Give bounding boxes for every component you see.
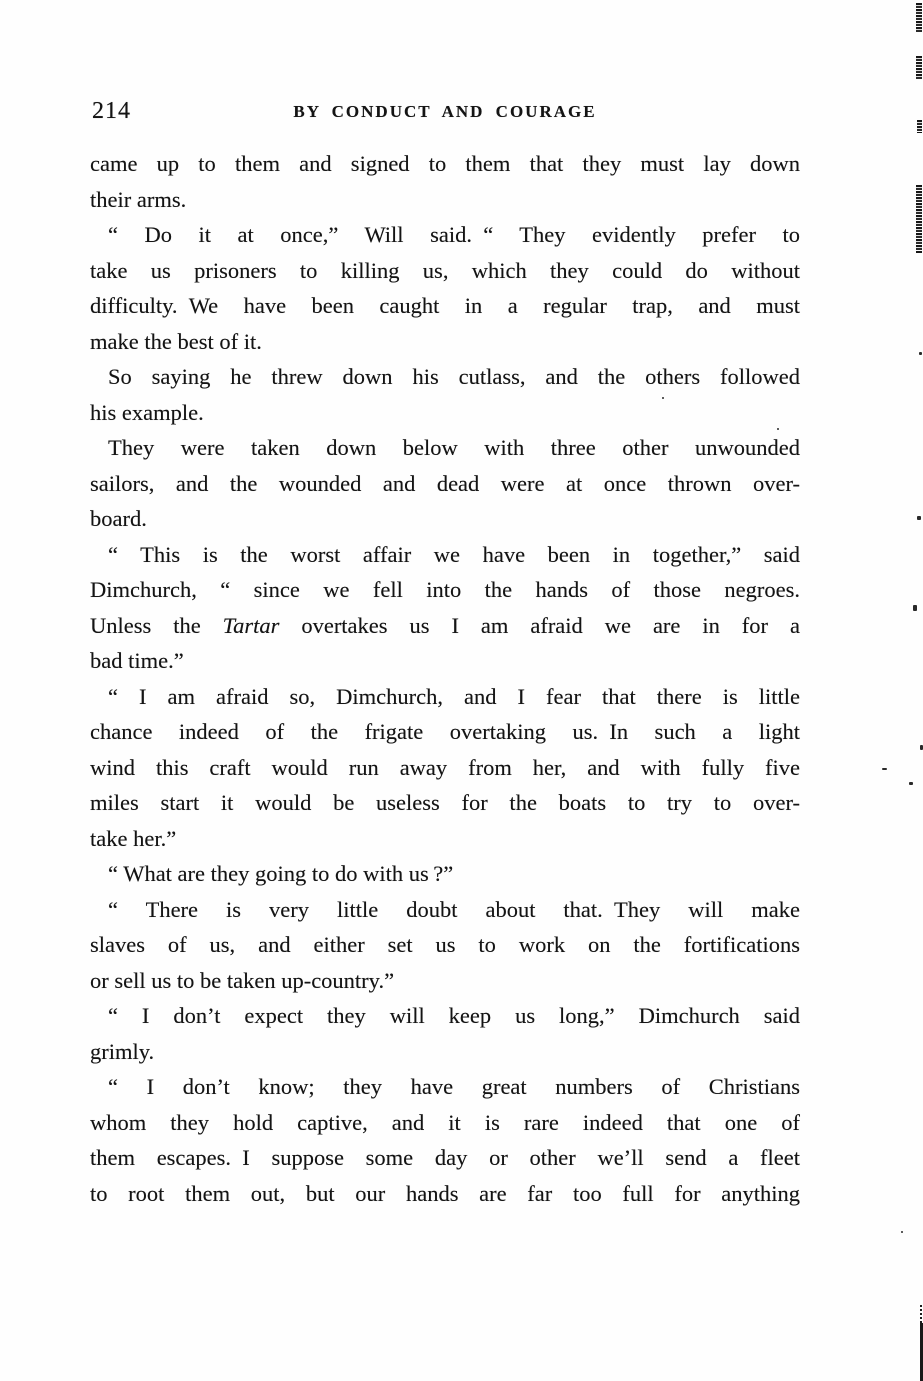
paragraph — [90, 217, 800, 359]
text-line — [90, 324, 800, 360]
text-segment: “ What are they going to do with us ?” — [108, 861, 454, 886]
text-line — [90, 892, 800, 928]
text-line — [90, 963, 800, 999]
text-segment: make the best of it. — [90, 328, 262, 354]
text-line — [90, 182, 800, 218]
text-line — [90, 608, 800, 644]
text-line — [90, 501, 800, 537]
scan-artifact — [916, 185, 922, 253]
text-line — [90, 253, 800, 289]
text-segment: Unless the — [90, 612, 223, 638]
text-line — [90, 856, 800, 892]
text-segment: Dimchurch, “ since we fell into the hands of those negroes. — [90, 577, 800, 602]
text-segment: his example. — [90, 399, 204, 425]
text-line — [90, 750, 800, 786]
text-segment: “ Do it at once,” Will said. “ They evidently prefer to — [108, 222, 800, 247]
paragraph — [90, 359, 800, 430]
text-line — [90, 679, 800, 715]
text-segment: So saying he threw down his cutlass, and the others followed — [108, 364, 800, 389]
text-segment: slaves of us, and either set us to work on the fortifications — [90, 932, 800, 957]
scan-artifact — [901, 1231, 903, 1233]
text-line — [90, 146, 800, 182]
text-segment: “ This is the worst affair we have been in together,” said — [108, 541, 800, 567]
page-header — [90, 98, 800, 124]
scan-artifact — [919, 352, 922, 355]
paragraph — [90, 679, 800, 857]
text-segment: board. — [90, 506, 147, 531]
scan-artifact — [916, 3, 922, 33]
text-segment: sailors, and the wounded and dead were at once thrown over- — [90, 470, 800, 496]
text-segment: their arms. — [90, 186, 187, 212]
paragraph — [90, 430, 800, 537]
text-segment: bad time.” — [90, 648, 184, 673]
text-segment: “ There is very little doubt about that. They will make — [108, 896, 800, 922]
text-line — [90, 1140, 800, 1176]
page-body — [90, 146, 800, 1211]
paragraph — [90, 1069, 800, 1211]
paragraph — [90, 892, 800, 999]
scan-artifact — [917, 516, 921, 520]
text-line — [90, 217, 800, 253]
text-segment: chance indeed of the frigate overtaking us. In such a light — [90, 719, 800, 744]
paragraph — [90, 998, 800, 1069]
scan-artifact — [909, 782, 913, 785]
scan-artifact — [920, 1305, 922, 1323]
scan-artifact — [916, 56, 922, 80]
scan-artifact — [913, 605, 917, 611]
text-line — [90, 643, 800, 679]
text-line — [90, 998, 800, 1034]
text-segment: miles start it would be useless for the boats to try to over- — [90, 790, 800, 815]
text-line — [90, 359, 800, 395]
text-line — [90, 537, 800, 573]
text-line — [90, 785, 800, 821]
text-segment: They were taken down below with three other unwounded — [108, 435, 800, 460]
page-number: 214 — [92, 98, 131, 124]
text-segment: grimly. — [90, 1038, 155, 1064]
text-segment: “ I don’t expect they will keep us long,” Dimchurch said — [108, 1003, 800, 1028]
paragraph — [90, 146, 800, 217]
text-line — [90, 1105, 800, 1141]
text-line — [90, 395, 800, 431]
text-segment: take her.” — [90, 825, 177, 851]
scan-artifact — [882, 768, 887, 770]
text-line — [90, 430, 800, 466]
text-segment: wind this craft would run away from her, and with fully five — [90, 754, 800, 780]
text-line — [90, 572, 800, 608]
italic-text: Tartar — [222, 612, 280, 638]
paragraph — [90, 537, 800, 679]
text-line — [90, 927, 800, 963]
text-segment: difficulty. We have been caught in a regular trap, and must — [90, 293, 800, 318]
text-segment: take us prisoners to killing us, which they could do without — [90, 257, 800, 283]
text-segment: them escapes. I suppose some day or other we’ll send a fleet — [90, 1145, 800, 1170]
text-segment: “ I don’t know; they have great numbers of Christians — [108, 1074, 800, 1099]
text-line — [90, 1069, 800, 1105]
text-line — [90, 288, 800, 324]
text-segment: whom they hold captive, and it is rare indeed that one of — [90, 1109, 800, 1135]
running-title: BY CONDUCT AND COURAGE — [293, 102, 597, 121]
text-line — [90, 466, 800, 502]
text-segment: “ I am afraid so, Dimchurch, and I fear that there is little — [108, 683, 800, 709]
text-line — [90, 1034, 800, 1070]
text-segment: overtakes us I am afraid we are in for a — [279, 612, 800, 638]
text-segment: came up to them and signed to them that they must lay down — [90, 151, 800, 176]
text-segment: or sell us to be taken up-country.” — [90, 967, 395, 993]
paragraph — [90, 856, 800, 892]
text-line — [90, 1176, 800, 1212]
text-line — [90, 821, 800, 857]
scan-artifact — [917, 120, 922, 133]
text-line — [90, 714, 800, 750]
text-segment: to root them out, but our hands are far too full for anything — [90, 1180, 800, 1206]
